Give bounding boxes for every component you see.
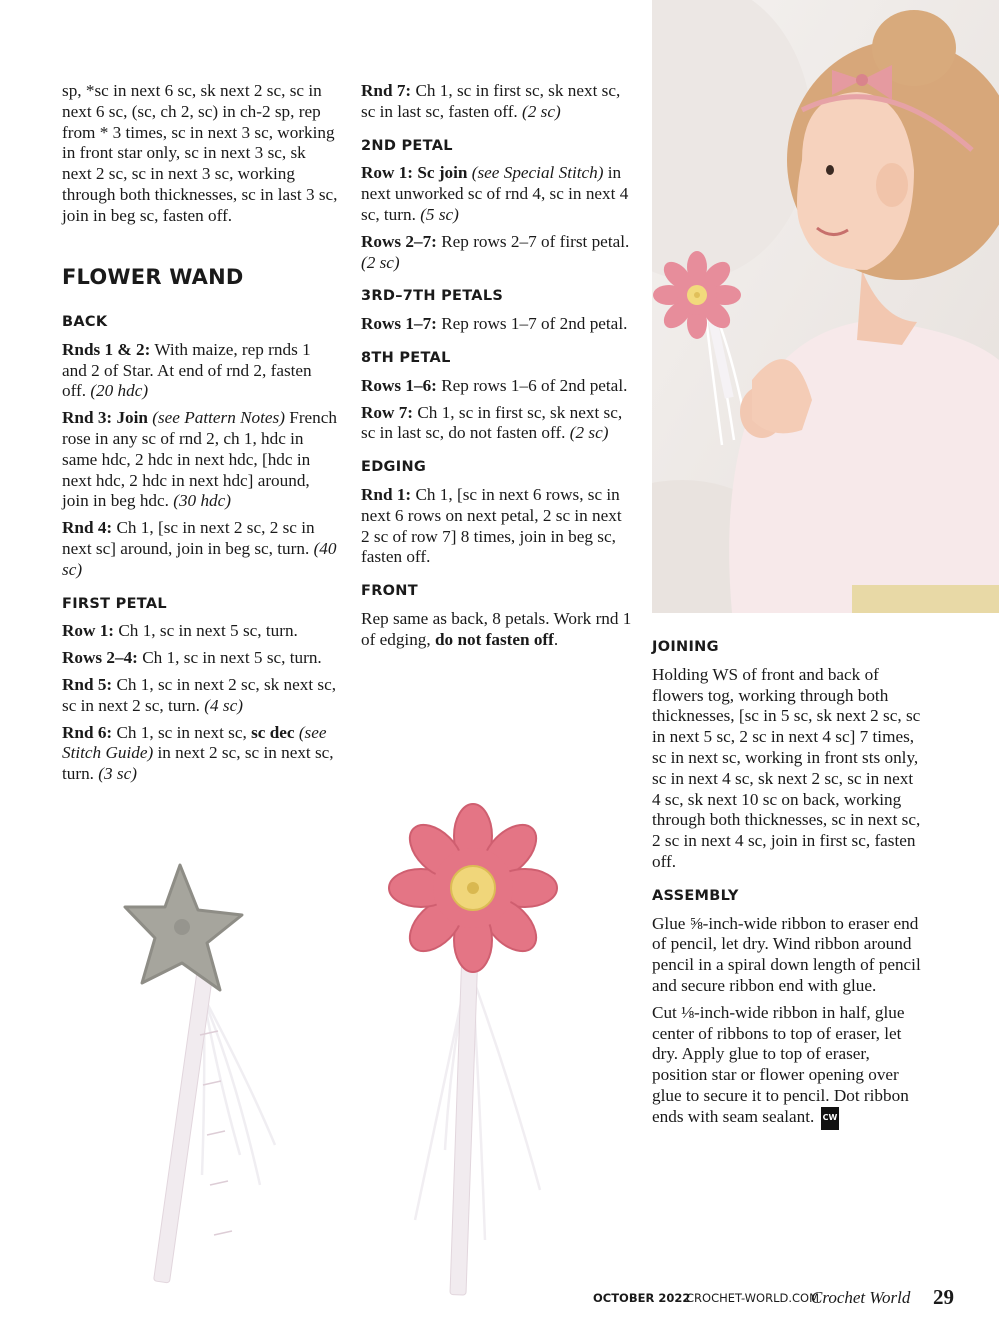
instruction-row-1: Row 1: Ch 1, sc in next 5 sc, turn. — [62, 621, 298, 641]
footer-date: OCTOBER 2022 — [593, 1291, 691, 1305]
bow-knot — [856, 74, 868, 86]
intro-paragraph: sp, *sc in next 6 sc, sk next 2 sc, sc in next 6 sc, (sc, ch 2, sc) in ch-2 sp, rep from * 3 times, sc in next 3 sc, working in front star only, sc in next 3 sc, sk next 2 sc, sc in next 3 sc, working through both thicknesses, sc in last 3 sc, join in beg sc, fasten off. — [62, 81, 338, 225]
page-number: 29 — [933, 1285, 954, 1309]
instruction-3rd-7th-rows: Rows 1–7: Rep rows 1–7 of 2nd petal. — [361, 314, 628, 334]
instruction-2nd-row-1: Row 1: Sc join (see Special Stitch) in next unworked sc of rnd 4, sc in next 4 sc, turn. (5 sc) — [361, 163, 629, 224]
heading-front: FRONT — [361, 583, 418, 600]
instruction-rnd-7: Rnd 7: Ch 1, sc in first sc, sk next sc, sc in last sc, fasten off. (2 sc) — [361, 81, 621, 121]
flower-wand-image — [370, 800, 590, 1300]
joining-paragraph: Holding WS of front and back of flowers tog, working through both thicknesses, [sc in 5 sc, sk next 2 sc, sc in next 5 sc, 2 sc in next 4 sc] 7 times, sc in next sc, working in front sts only, sc in next 4 sc, sk next 2 sc, sc in next 4 sc, sk next 10 sc on back, working through both thicknesses, sc in next sc, 2 sc in next 4 sc, join in first sc, fasten off. — [652, 664, 921, 871]
instruction-edging-rnd-1: Rnd 1: Ch 1, [sc in next 6 rows, sc in next 6 rows on next petal, 2 sc in next 2 sc of row 7] 8 times, join in beg sc, fasten off. — [361, 484, 622, 567]
heading-2nd-petal: 2ND PETAL — [361, 137, 453, 154]
heading-assembly: ASSEMBLY — [652, 887, 739, 904]
instruction-rows-2-4: Rows 2–4: Ch 1, sc in next 5 sc, turn. — [62, 648, 322, 668]
column-2 — [361, 81, 633, 657]
photo-girl-with-wand — [652, 0, 999, 613]
heading-joining: JOINING — [652, 639, 719, 655]
star-center — [174, 919, 190, 935]
column-1-lower — [62, 312, 338, 791]
ear — [876, 163, 908, 207]
assembly-paragraph-2: Cut ⅛-inch-wide ribbon in half, glue center of ribbons to top of eraser, let dry. Apply glue to top of eraser, position star or flower opening over glue to secure it to pencil. Dot ribbon ends with seam sealant. CW — [652, 1003, 924, 1130]
footer-magazine-name: Crochet World — [811, 1288, 911, 1307]
column-3 — [652, 637, 924, 1136]
tutu-waistband — [852, 585, 999, 613]
star-wand-stick — [154, 964, 214, 1283]
girl-photo-illustration — [652, 0, 999, 613]
instruction-rnds-1-2: Rnds 1 & 2: With maize, rep rnds 1 and 2 of Star. At end of rnd 2, fasten off. (20 hdc) — [62, 339, 312, 401]
section-title-flower-wand: FLOWER WAND — [62, 265, 244, 289]
instruction-8th-row-7: Row 7: Ch 1, sc in first sc, sk next sc, sc in last sc, do not fasten off. (2 sc) — [361, 402, 623, 443]
instruction-rnd-6: Rnd 6: Ch 1, sc in next sc, sc dec (see Stitch Guide) in next 2 sc, sc in next sc, turn. (3 sc) — [62, 722, 334, 784]
star-wand-image — [110, 855, 340, 1295]
heading-first-petal: FIRST PETAL — [62, 595, 167, 612]
eye — [826, 165, 834, 175]
instruction-8th-rows-1-6: Rows 1–6: Rep rows 1–6 of 2nd petal. — [361, 375, 628, 395]
instruction-rnd-5: Rnd 5: Ch 1, sc in next 2 sc, sk next sc, sc in next 2 sc, turn. (4 sc) — [62, 674, 337, 715]
footer-url: CROCHET-WORLD.COM — [686, 1291, 820, 1305]
heading-8th-petal: 8TH PETAL — [361, 349, 451, 366]
flower-wand-stick — [450, 950, 478, 1295]
instruction-front: Rep same as back, 8 petals. Work rnd 1 of edging, do not fasten off. — [361, 608, 632, 649]
instruction-rnd-4: Rnd 4: Ch 1, [sc in next 2 sc, 2 sc in next sc] around, join in beg sc, turn. (40 sc) — [62, 518, 337, 579]
heading-3rd-7th-petals: 3RD–7TH PETALS — [361, 288, 504, 305]
crochet-flower — [389, 804, 557, 972]
instruction-2nd-rows-2-7: Rows 2–7: Rep rows 2–7 of first petal. (2 sc) — [361, 231, 630, 272]
page-footer — [0, 1287, 999, 1311]
heading-back: BACK — [62, 314, 108, 330]
flower-wand-ribbons — [415, 970, 540, 1240]
assembly-paragraph-1: Glue ⅝-inch-wide ribbon to eraser end of pencil, let dry. Wind ribbon around pencil in a spiral down length of pencil and secure ribbon end with glue. — [652, 913, 921, 995]
column-1 — [62, 81, 338, 233]
photo-flower — [653, 251, 741, 339]
instruction-rnd-3: Rnd 3: Join (see Pattern Notes) French rose in any sc of rnd 2, ch 1, hdc in same hdc, 2 hdc in next hdc, [hdc in next hdc, 2 hdc in next hdc] around, join in beg hdc. (30 hdc) — [62, 408, 337, 511]
heading-edging: EDGING — [361, 459, 427, 476]
end-mark-icon: CW — [821, 1107, 840, 1130]
